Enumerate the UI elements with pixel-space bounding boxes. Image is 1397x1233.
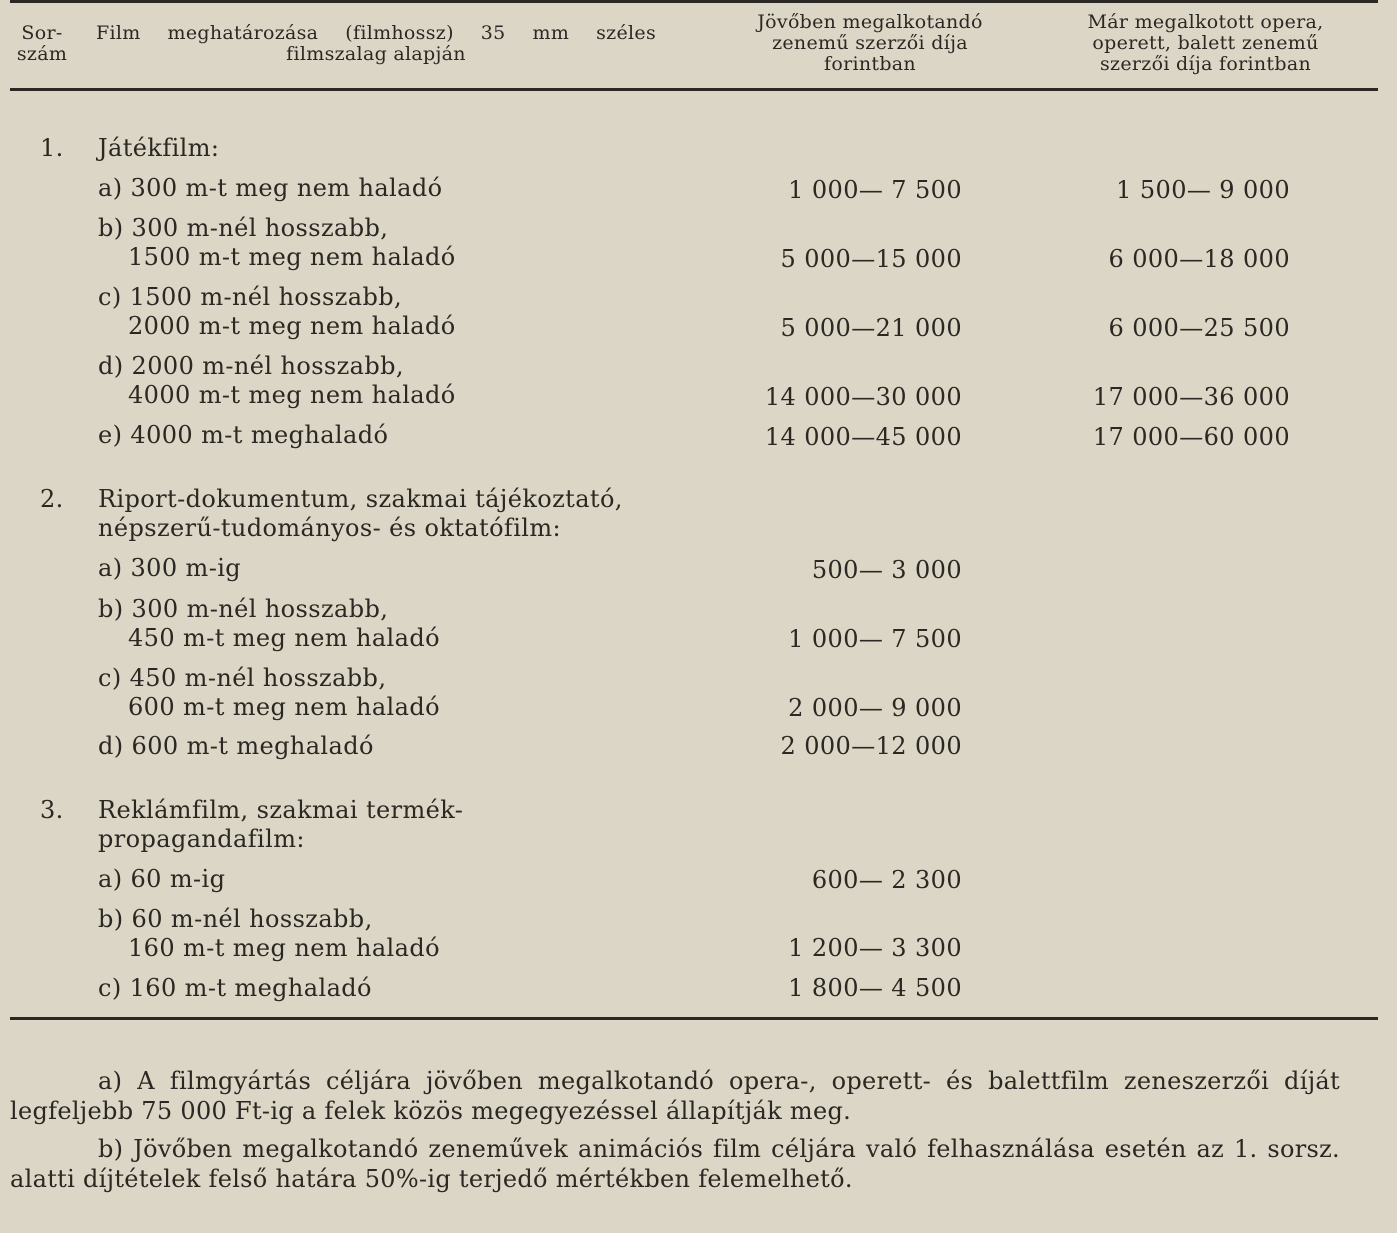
footnote-a-text: a) A filmgyártás céljára jövőben megalkotandó opera-, operett- és balettfilm zeneszerzői díját legfeljebb 75 000 Ft-ig a felek közös megegyezéssel állapítják meg. xyxy=(10,1067,1340,1125)
fee-existing: 17 000—36 000 xyxy=(1092,383,1290,411)
bottom-rule xyxy=(10,1017,1378,1020)
fee-new: 5 000—15 000 xyxy=(780,245,962,273)
header-rule xyxy=(10,88,1378,91)
header-sorszam xyxy=(10,23,74,65)
row-label: a) 60 m-ig xyxy=(98,865,226,893)
row-label: a) 300 m-t meg nem haladó xyxy=(98,174,443,202)
section-title-cont: népszerű-tudományos- és oktatófilm: xyxy=(98,514,561,542)
row-label: b) 60 m-nél hosszabb, xyxy=(98,905,373,933)
header-new-line1: Jövőben megalkotandó xyxy=(757,11,983,33)
header-existing-work-fee xyxy=(1058,12,1353,75)
row-label: c) 450 m-nél hosszabb, xyxy=(98,664,387,692)
fee-new: 1 800— 4 500 xyxy=(788,974,962,1002)
section-number: 1. xyxy=(40,134,64,162)
header-old-line2: operett, balett zenemű xyxy=(1092,32,1319,54)
section-title: Játékfilm: xyxy=(98,134,220,162)
footnote-b xyxy=(10,1134,1340,1194)
section-title-cont: propagandafilm: xyxy=(98,825,305,853)
footnote-a xyxy=(10,1066,1340,1126)
top-rule xyxy=(10,0,1378,3)
fee-new: 14 000—45 000 xyxy=(764,423,962,451)
row-label: d) 2000 m-nél hosszabb, xyxy=(98,352,404,380)
fee-existing: 6 000—25 500 xyxy=(1108,314,1290,342)
row-label: e) 4000 m-t meghaladó xyxy=(98,421,389,449)
fee-new: 2 000— 9 000 xyxy=(788,694,962,722)
row-label-cont: 1500 m-t meg nem haladó xyxy=(128,243,456,271)
header-sorszam-line2: szám xyxy=(16,43,68,65)
row-label: d) 600 m-t meghaladó xyxy=(98,732,374,760)
header-new-line2: zenemű szerzői díja xyxy=(772,32,968,54)
fee-existing: 17 000—60 000 xyxy=(1092,423,1290,451)
header-sorszam-line1: Sor- xyxy=(21,22,63,44)
section-number: 2. xyxy=(40,485,64,513)
fee-new: 600— 2 300 xyxy=(811,866,962,894)
fee-new: 5 000—21 000 xyxy=(780,314,962,342)
row-label-cont: 450 m-t meg nem haladó xyxy=(128,624,440,652)
fee-new: 1 000— 7 500 xyxy=(788,176,962,204)
fee-new: 1 200— 3 300 xyxy=(788,934,962,962)
fee-new: 500— 3 000 xyxy=(811,556,962,584)
section-title: Reklámfilm, szakmai termék- xyxy=(98,796,464,824)
section-title: Riport-dokumentum, szakmai tájékoztató, xyxy=(98,485,623,513)
row-label: b) 300 m-nél hosszabb, xyxy=(98,595,389,623)
header-old-line3: szerzői díja forintban xyxy=(1100,53,1311,75)
row-label: b) 300 m-nél hosszabb, xyxy=(98,214,389,242)
header-old-line1: Már megalkotott opera, xyxy=(1087,11,1324,33)
header-new-work-fee xyxy=(735,12,1005,75)
header-new-line3: forintban xyxy=(824,53,916,75)
header-film xyxy=(96,23,656,65)
header-film-line1: Film meghatározása (filmhossz) 35 mm széles xyxy=(96,22,656,44)
section-number: 3. xyxy=(40,796,64,824)
fee-new: 14 000—30 000 xyxy=(764,383,962,411)
footnote-b-text: b) Jövőben megalkotandó zeneművek animációs film céljára való felhasználása esetén az 1. sorsz. alatti díjtételek felső határa 50%-ig terjedő mértékben felemelhető. xyxy=(10,1135,1340,1193)
fee-existing: 1 500— 9 000 xyxy=(1116,176,1290,204)
row-label: a) 300 m-ig xyxy=(98,554,242,582)
row-label-cont: 600 m-t meg nem haladó xyxy=(128,693,440,721)
fee-existing: 6 000—18 000 xyxy=(1108,245,1290,273)
fee-new: 1 000— 7 500 xyxy=(788,625,962,653)
header-film-line2: filmszalag alapján xyxy=(286,43,466,65)
row-label: c) 1500 m-nél hosszabb, xyxy=(98,283,403,311)
row-label-cont: 2000 m-t meg nem haladó xyxy=(128,312,456,340)
row-label: c) 160 m-t meghaladó xyxy=(98,974,372,1002)
row-label-cont: 160 m-t meg nem haladó xyxy=(128,934,440,962)
fee-new: 2 000—12 000 xyxy=(780,732,962,760)
row-label-cont: 4000 m-t meg nem haladó xyxy=(128,381,456,409)
